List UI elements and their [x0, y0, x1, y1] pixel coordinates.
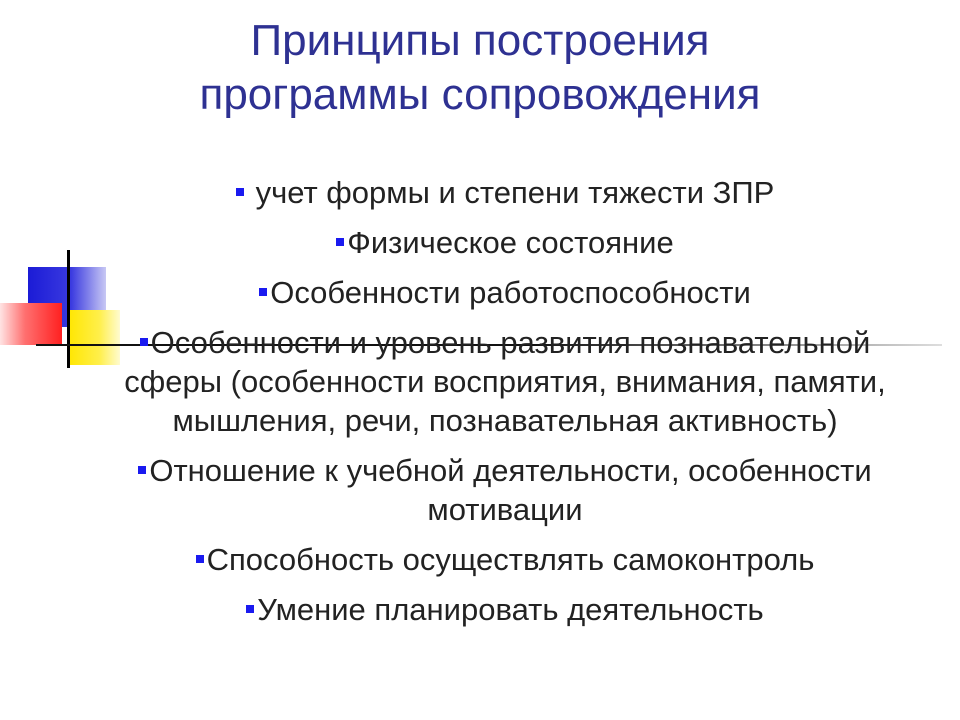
slide-title: [60, 14, 900, 122]
decor-vertical-line: [67, 250, 70, 368]
title-line-1: Принципы построения: [250, 16, 710, 65]
list-item-text: Особенности работоспособности: [270, 275, 751, 310]
square-bullet-icon: [336, 238, 344, 246]
square-bullet-icon: [196, 555, 204, 563]
title-line-2: программы сопровождения: [199, 70, 761, 119]
list-item: [120, 451, 890, 529]
square-bullet-icon: [140, 338, 148, 346]
list-item-text: Особенности и уровень развития познавательной сферы (особенности восприятия, внимания, памяти, мышления, речи, познавательная активность): [124, 325, 886, 438]
decor-red-square: [0, 303, 62, 345]
list-item-text: Физическое состояние: [347, 225, 674, 260]
list-item-text: Способность осуществлять самоконтроль: [206, 542, 815, 577]
list-item: [120, 223, 890, 262]
list-item: [120, 590, 890, 629]
square-bullet-icon: [246, 605, 254, 613]
list-item: [120, 540, 890, 579]
square-bullet-icon: [259, 288, 267, 296]
list-item-text: Умение планировать деятельность: [257, 592, 764, 627]
square-bullet-icon: [138, 466, 146, 474]
bullet-list: [120, 173, 890, 640]
list-item: [120, 323, 890, 440]
decor-yellow-square: [68, 310, 120, 365]
list-item-text: учет формы и степени тяжести ЗПР: [255, 175, 775, 210]
list-item: [120, 173, 890, 212]
list-item: [120, 273, 890, 312]
square-bullet-icon: [236, 188, 244, 196]
list-item-text: Отношение к учебной деятельности, особенности мотивации: [149, 453, 872, 527]
